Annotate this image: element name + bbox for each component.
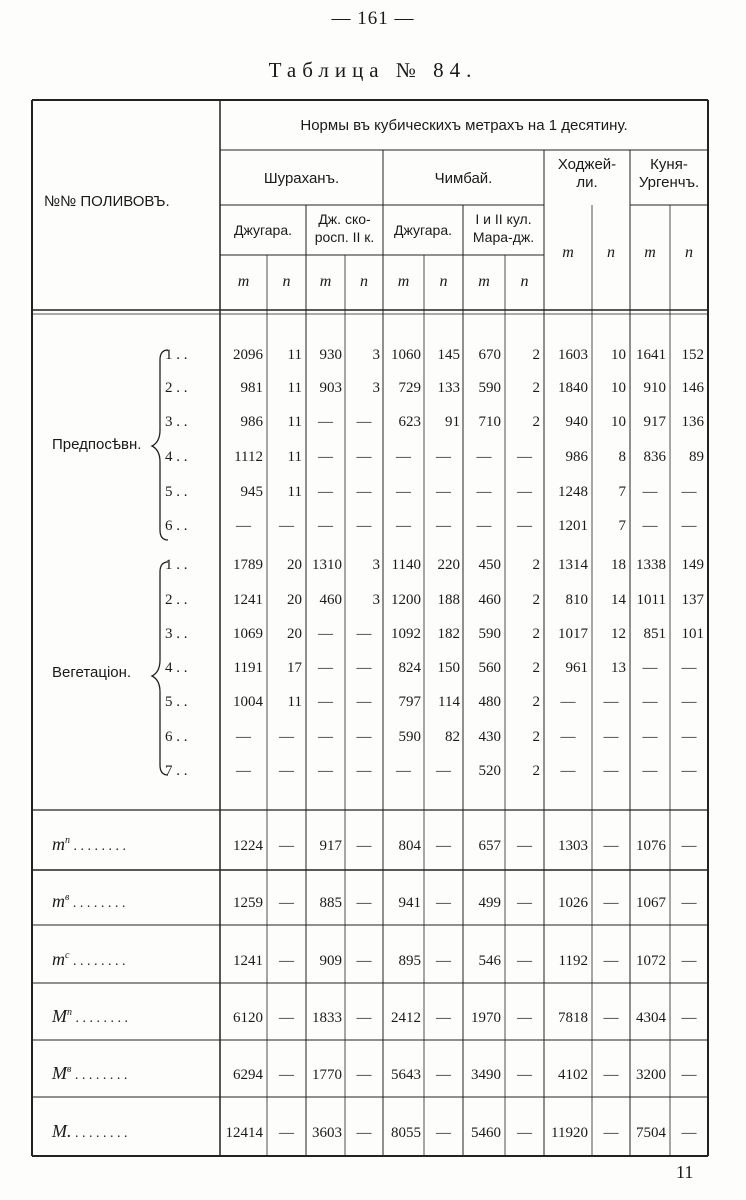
table-cell: — [279,729,294,745]
summary-label: $M^в$ . . . . . . . . [52,1063,128,1083]
table-cell: 2 [532,660,540,676]
summary-cell: — [603,1067,619,1083]
table-cell: 1140 [391,557,421,573]
table-cell: 11 [287,347,302,363]
table-cell: 101 [681,626,704,642]
summary-cell: — [356,838,372,854]
summary-label-symbol: M [52,1006,67,1026]
table-cell: 1112 [234,449,263,465]
header-crop-dzhugara-1: Джугара. [233,222,293,238]
row-number: 1 . . [165,347,188,363]
table-cell: 903 [319,380,342,396]
table-cell: 810 [565,592,588,608]
table-cell: 2 [532,729,540,745]
summary-cell: — [436,1067,451,1083]
table-cell: 2 [532,414,540,430]
header-region-shurakhan: Шураханъ. [263,170,340,187]
summary-cell: — [681,838,697,854]
summary-cell: — [681,895,697,911]
header-crop-mara-dzh: I и II кул. Мара-дж. [472,211,535,245]
table-cell: 450 [478,557,501,573]
summary-cell: 546 [478,953,501,969]
header-crop-dzhugara-2: Джугара. [393,222,453,238]
table-cell: — [318,763,333,779]
summary-cell: — [279,953,294,969]
table-cell: 11 [287,484,302,500]
table-cell: 1069 [233,626,263,642]
table-cell: 1017 [558,626,588,642]
table-title: Таблица № 84. [268,58,478,82]
row-number: 4 . . [165,660,188,676]
summary-cell: 3603 [312,1125,342,1141]
table-cell: 17 [287,660,302,676]
table-cell: 836 [643,449,666,465]
table-cell: 182 [437,626,460,642]
summary-label-superscript: с [65,950,70,961]
table-cell: 460 [319,592,342,608]
summary-cell: 1303 [558,838,588,854]
summary-cell: 12414 [225,1125,263,1141]
table-cell: 590 [478,626,501,642]
summary-cell: — [356,1010,372,1026]
group-label-vegetation: Вегетаціон. [52,664,132,681]
table-cell: — [396,763,411,779]
table-cell: — [476,449,492,465]
summary-cell: — [436,1125,451,1141]
table-cell: 1201 [558,518,588,534]
table-cell: 7 [618,484,626,500]
table-cell: — [356,660,372,676]
sheet-signature: 11 [676,1162,694,1182]
table-cell: 10 [611,414,626,430]
summary-cell: 499 [478,895,501,911]
summary-label-superscript: в [67,1064,72,1075]
table-cell: 430 [478,729,501,745]
header-region-chimbai: Чимбай. [434,170,493,187]
subheader-unit: п [282,273,291,290]
summary-cell: 2412 [391,1010,421,1026]
table-cell: — [681,694,697,710]
table-cell: 1603 [558,347,588,363]
summary-cell: 1072 [636,953,666,969]
table-cell: — [356,414,372,430]
page-number: — 161 — [331,8,415,29]
group-label-pre-sowing: Предпосѣвн. [52,436,142,453]
table-cell: — [236,729,251,745]
table-cell: 1840 [558,380,588,396]
table-cell: 930 [319,347,342,363]
table-cell: 560 [478,660,501,676]
table-cell: — [436,518,451,534]
summary-cell: 7818 [558,1010,588,1026]
table-cell: 2 [532,557,540,573]
table-cell: 20 [287,557,302,573]
table-cell: 961 [565,660,588,676]
summary-cell: — [517,1067,532,1083]
table-cell: — [560,729,576,745]
table-cell: 10 [611,380,626,396]
table-cell: — [642,484,658,500]
subheader-unit: т [237,273,250,290]
summary-cell: — [356,953,372,969]
summary-cell: — [517,953,532,969]
summary-cell: 5460 [471,1125,501,1141]
table-cell: 11 [287,380,302,396]
summary-label: $m^в$ . . . . . . . . [52,891,126,911]
table-cell: — [318,414,333,430]
table-cell: — [517,449,532,465]
table-cell: 851 [643,626,666,642]
subheader-unit: т [562,244,574,261]
table-cell: — [560,763,576,779]
table-cell: — [279,518,294,534]
summary-cell: — [356,1125,372,1141]
table-cell: 136 [681,414,704,430]
subheader-unit: п [607,244,615,261]
table-cell: 981 [240,380,263,396]
table-cell: — [642,763,658,779]
subheader-unit: т [478,273,490,290]
table-cell: 13 [611,660,626,676]
summary-cell: — [517,1010,532,1026]
summary-cell: — [517,895,532,911]
summary-cell: 1833 [312,1010,342,1026]
row-number: 2 . . [165,380,188,396]
table-cell: — [681,660,697,676]
table-cell: 520 [478,763,501,779]
summary-cell: 1224 [233,838,263,854]
table-cell: 623 [398,414,421,430]
table-cell: 1310 [312,557,342,573]
table-cell: 1004 [233,694,263,710]
table-cell: — [603,729,619,745]
header-region-kunya-urgench: Куня- Ургенчъ. [638,156,700,191]
summary-label-symbol: m [52,891,65,911]
table-cell: — [517,484,532,500]
table-cell: — [356,626,372,642]
subheader-unit: т [319,273,332,290]
summary-label-superscript: в [65,892,70,903]
table-cell: — [318,484,333,500]
table-cell: 2 [532,763,540,779]
table-cell: 91 [445,414,460,430]
table-cell: 3 [372,592,380,608]
table-cell: — [642,694,658,710]
table-cell: 149 [681,557,704,573]
subheader-unit: п [685,244,693,261]
table-cell: 146 [681,380,704,396]
table-cell: 1200 [391,592,421,608]
row-number: 6 . . [165,518,188,534]
summary-cell: — [436,1010,451,1026]
table-cell: 2 [532,592,540,608]
summary-cell: 4102 [558,1067,588,1083]
table-cell: 710 [478,414,501,430]
table-cell: 188 [437,592,460,608]
summary-cell: — [279,1067,294,1083]
summary-cell: 6294 [233,1067,263,1083]
summary-label-symbol: M. [52,1121,72,1141]
table-cell: 590 [398,729,421,745]
summary-label-superscript: п [65,835,70,846]
summary-cell: 1067 [636,895,666,911]
table-cell: 89 [689,449,704,465]
table-cell: 12 [611,626,626,642]
row-number: 4 . . [165,449,188,465]
table-cell: 986 [565,449,588,465]
table-cell: 2 [532,347,540,363]
table-cell: 945 [240,484,263,500]
table-cell: 3 [372,347,380,363]
table-cell: — [681,763,697,779]
table-cell: 3 [372,557,380,573]
table-cell: 1060 [391,347,421,363]
summary-cell: — [356,1067,372,1083]
row-number: 5 . . [165,694,188,710]
table-cell: — [356,449,372,465]
table-cell: — [642,729,658,745]
summary-cell: 3200 [636,1067,666,1083]
table-cell: 1789 [233,557,263,573]
subheader-unit: т [644,244,656,261]
row-number: 6 . . [165,729,188,745]
summary-cell: — [436,895,451,911]
summary-cell: 804 [398,838,421,854]
table-cell: 1248 [558,484,588,500]
table-cell: 1641 [636,347,666,363]
summary-cell: 1076 [636,838,666,854]
table-cell: — [356,729,372,745]
table-cell: 20 [287,592,302,608]
table-cell: — [681,518,697,534]
table-cell: 133 [437,380,460,396]
table-cell: — [356,518,372,534]
table-cell: 18 [611,557,626,573]
table-cell: 11 [287,414,302,430]
summary-cell: — [681,1010,697,1026]
table-cell: — [476,518,492,534]
summary-cell: 657 [478,838,501,854]
summary-cell: — [681,1067,697,1083]
table-cell: — [236,763,251,779]
summary-cell: — [517,1125,532,1141]
summary-cell: 917 [319,838,342,854]
summary-cell: 8055 [391,1125,421,1141]
summary-cell: 909 [319,953,342,969]
row-number: 5 . . [165,484,188,500]
table-cell: — [681,484,697,500]
summary-cell: — [517,838,532,854]
summary-cell: 1970 [471,1010,501,1026]
table-cell: 2 [532,380,540,396]
table-cell: 2 [532,694,540,710]
table-cell: — [318,449,333,465]
subheader-unit: п [520,273,529,290]
summary-label: $m^с$ . . . . . . . . [52,949,126,969]
table-cell: — [318,660,333,676]
summary-cell: — [279,1010,294,1026]
subheader-unit: п [439,273,448,290]
table-cell: 480 [478,694,501,710]
table-cell: 8 [618,449,626,465]
table-cell: 7 [618,518,626,534]
table-cell: — [642,660,658,676]
table-cell: — [396,484,411,500]
summary-cell: 5643 [391,1067,421,1083]
summary-label: $M^п$ . . . . . . . . [52,1006,128,1026]
table-cell: — [318,694,333,710]
summary-cell: — [603,953,619,969]
table-cell: 2096 [233,347,263,363]
summary-cell: 1241 [233,953,263,969]
summary-cell: — [436,953,451,969]
table-cell: 14 [611,592,626,608]
table-cell: — [603,763,619,779]
table-cell: 145 [437,347,460,363]
table-cell: 797 [398,694,421,710]
table-cell: — [396,518,411,534]
row-number: 7 . . [165,763,188,779]
table-cell: 220 [437,557,460,573]
table-cell: — [642,518,658,534]
row-number: 2 . . [165,592,188,608]
subheader-unit: п [360,273,368,290]
summary-label-symbol: M [52,1063,67,1083]
summary-cell: — [681,1125,697,1141]
header-crop-dzh-skorosp: Дж. ско- росп. II к. [314,211,375,245]
row-number: 3 . . [165,414,188,430]
summary-cell: — [681,953,697,969]
table-cell: 11 [287,449,302,465]
table-cell: — [476,484,492,500]
summary-cell: 4304 [636,1010,666,1026]
table-cell: — [279,763,294,779]
table-cell: — [681,729,697,745]
summary-cell: — [436,838,451,854]
table-cell: — [517,518,532,534]
table-cell: — [603,694,619,710]
summary-cell: 3490 [471,1067,501,1083]
table-cell: 1191 [233,660,263,676]
table-cell: 1241 [233,592,263,608]
table-cell: 986 [240,414,263,430]
table-cell: 1338 [636,557,666,573]
table-cell: — [318,729,333,745]
table-cell: — [236,518,251,534]
table-cell: — [436,484,451,500]
summary-cell: 6120 [233,1010,263,1026]
table-cell: 1011 [636,592,666,608]
header-norms: Нормы въ кубическихъ метрахъ на 1 десятину. [300,117,628,134]
subheader-unit: т [397,273,410,290]
table-cell: 917 [643,414,666,430]
table-cell: — [318,518,333,534]
column-header-irrigations: №№ ПОЛИВОВЪ. [44,193,170,210]
summary-label-symbol: m [52,949,65,969]
summary-cell: — [279,1125,294,1141]
table-cell: — [560,694,576,710]
table-cell: 2 [532,626,540,642]
table-cell: — [356,694,372,710]
table-cell: 1314 [558,557,588,573]
table-cell: — [318,626,333,642]
row-number: 1 . . [165,557,188,573]
table-cell: 1092 [391,626,421,642]
table-cell: 114 [438,694,460,710]
table-cell: 3 [372,380,380,396]
summary-cell: — [279,895,294,911]
table-cell: 11 [287,694,302,710]
table-cell: 670 [478,347,501,363]
summary-cell: — [603,838,619,854]
summary-cell: — [603,1010,619,1026]
summary-cell: 1026 [558,895,588,911]
table-cell: — [436,449,451,465]
summary-cell: — [603,1125,619,1141]
table-cell: 137 [681,592,704,608]
table-cell: 20 [287,626,302,642]
summary-cell: 1192 [558,953,588,969]
summary-label-symbol: m [52,834,65,854]
table-cell: — [396,449,411,465]
header-region-khodjeili: Ходжей- ли. [557,156,617,191]
summary-cell: 1259 [233,895,263,911]
summary-cell: — [603,895,619,911]
row-number: 3 . . [165,626,188,642]
summary-label: M. . . . . . . . . [52,1121,128,1141]
table-cell: 10 [611,347,626,363]
summary-label: $m^п$ . . . . . . . . [52,834,126,854]
summary-cell: — [356,895,372,911]
summary-label-superscript: п [67,1007,72,1018]
table-cell: 824 [398,660,421,676]
table-cell: — [436,763,451,779]
table-cell: 152 [681,347,704,363]
table-cell: 460 [478,592,501,608]
table-cell: 729 [398,380,421,396]
table-cell: 940 [565,414,588,430]
table-cell: 910 [643,380,666,396]
summary-cell: 7504 [636,1125,666,1141]
table-cell: 590 [478,380,501,396]
summary-cell: 895 [398,953,421,969]
table-cell: 82 [445,729,460,745]
table-cell: 150 [437,660,460,676]
table-cell: — [356,484,372,500]
summary-cell: 941 [398,895,421,911]
summary-cell: 885 [319,895,342,911]
summary-cell: 1770 [312,1067,342,1083]
table-cell: — [356,763,372,779]
summary-cell: 11920 [551,1125,588,1141]
summary-cell: — [279,838,294,854]
